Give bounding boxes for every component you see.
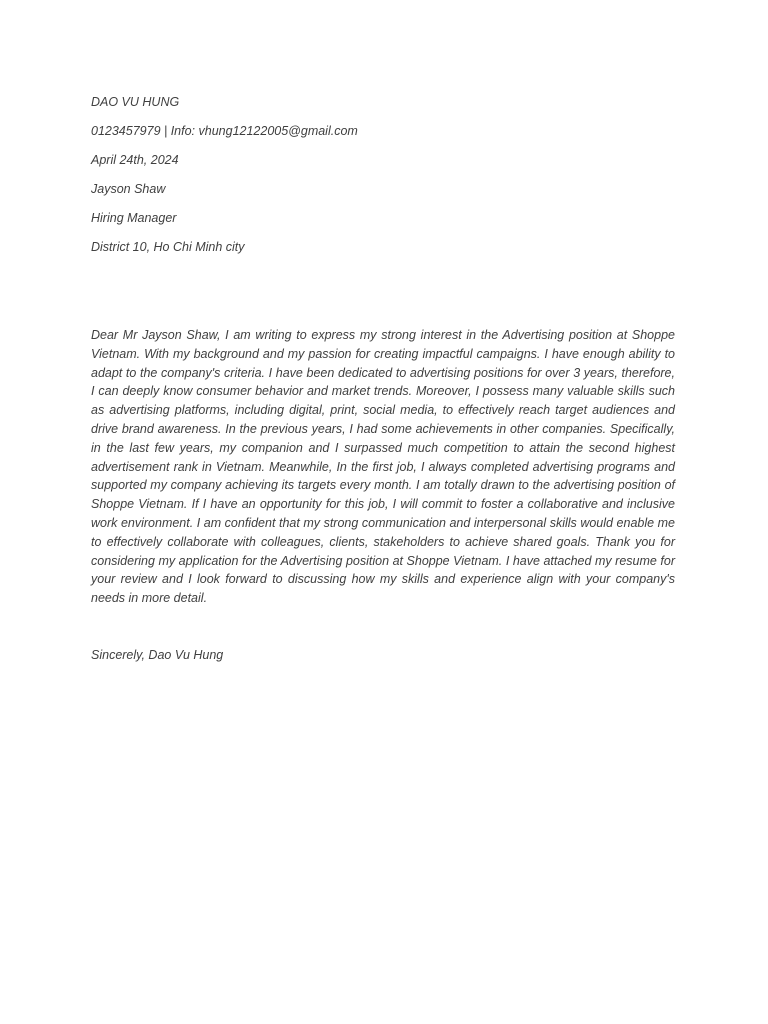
letter-closing: Sincerely, Dao Vu Hung bbox=[91, 648, 224, 662]
recipient-name: Jayson Shaw bbox=[91, 182, 166, 196]
sender-contact: 0123457979 | Info: vhung12122005@gmail.com bbox=[91, 124, 358, 138]
recipient-address: District 10, Ho Chi Minh city bbox=[91, 240, 245, 254]
letter-date: April 24th, 2024 bbox=[91, 153, 179, 167]
letter-header bbox=[91, 94, 691, 268]
sender-name: DAO VU HUNG bbox=[91, 95, 180, 109]
letter-body: Dear Mr Jayson Shaw, I am writing to express my strong interest in the Advertising position at Shoppe Vietnam. With my background and my passion for creating impactful campaigns. I have enough ability to adapt to the company's criteria. I have been dedicated to advertising positions for over 3 years, therefore, I can deeply know consumer behavior and market trends. Moreover, I possess many valuable skills such as advertising platforms, including digital, print, social media, to effectively reach target audiences and drive brand awareness. In the previous years, I had some achievements in other companies. Specifically, in the last few years, my companion and I surpassed much competition to attain the second highest advertisement rank in Vietnam. Meanwhile, In the first job, I always completed advertising programs and supported my company achieving its targets every month. I am totally drawn to the advertising position of Shoppe Vietnam. If I have an opportunity for this job, I will commit to foster a collaborative and inclusive work environment. I am confident that my strong communication and interpersonal skills would enable me to effectively collaborate with colleagues, clients, stakeholders to achieve shared goals. Thank you for considering my application for the Advertising position at Shoppe Vietnam. I have attached my resume for your review and I look forward to discussing how my skills and experience align with your company's needs in more detail. bbox=[91, 328, 675, 606]
recipient-title: Hiring Manager bbox=[91, 211, 177, 225]
